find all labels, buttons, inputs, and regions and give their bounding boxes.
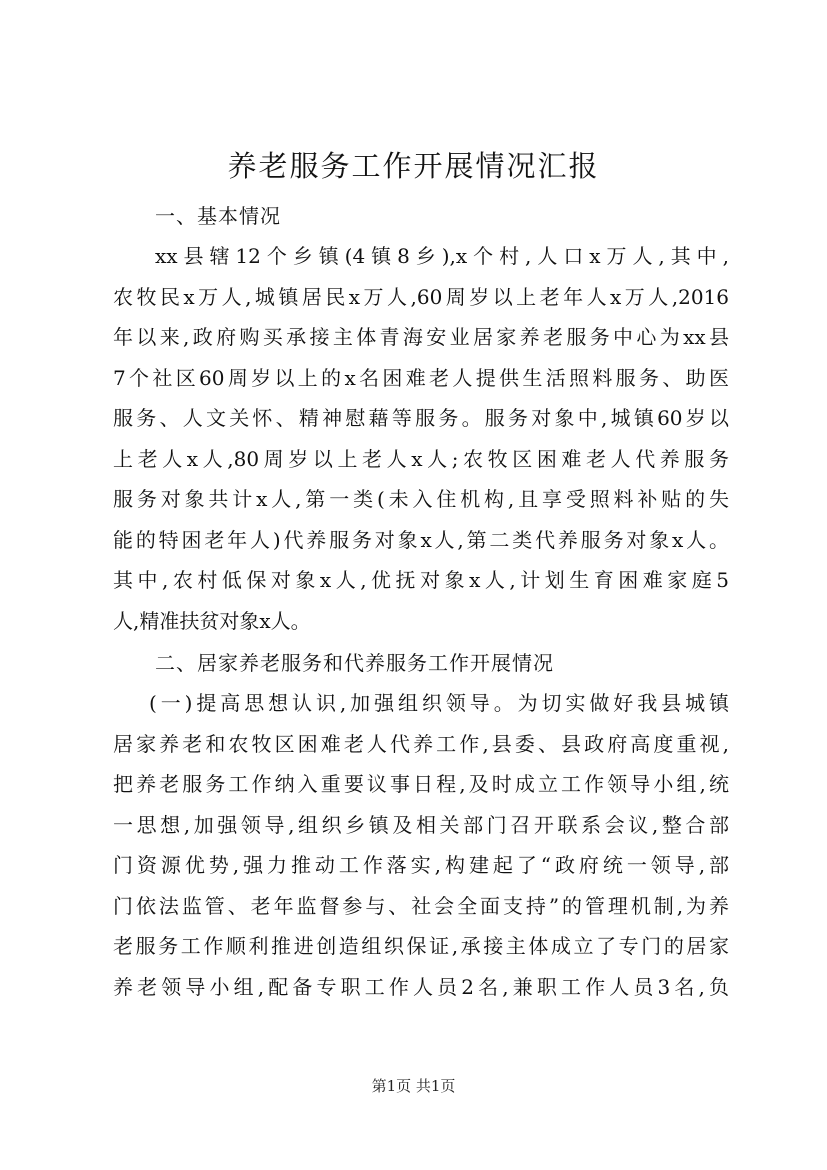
text-line: 农牧民x万人,城镇居民x万人,60周岁以上老年人x万人,2016 — [113, 284, 729, 309]
paragraph-basic-info — [113, 236, 729, 641]
text-line: 上老人x人,80周岁以上老人x人;农牧区困难老人代养服务 — [113, 446, 729, 471]
text-line: 其中,农村低保对象x人,优抚对象x人,计划生育困难家庭5 — [113, 568, 729, 592]
text-line: 居家养老和农牧区困难老人代养工作,县委、县政府高度重视, — [113, 731, 729, 756]
text-line: 门依法监管、老年监督参与、社会全面支持”的管理机制,为养 — [113, 893, 729, 918]
text-line: 门资源优势,强力推动工作落实,构建起了“政府统一领导,部 — [113, 853, 729, 877]
text-line: 把养老服务工作纳入重要议事日程,及时成立工作领导小组,统 — [113, 772, 729, 796]
section-heading-basic-info: 一、基本情况 — [155, 204, 281, 228]
text-line: 服务、人文关怀、精神慰藉等服务。服务对象中,城镇60岁以 — [113, 406, 729, 430]
text-line: 人,精准扶贫对象x人。 — [113, 608, 311, 633]
page-number-footer: 第1页 共1页 — [371, 1077, 456, 1095]
text-line: 养老领导小组,配备专职工作人员2名,兼职工作人员3名,负 — [113, 974, 729, 999]
text-line: 一思想,加强领导,组织乡镇及相关部门召开联系会议,整合部 — [113, 812, 729, 837]
text-line: 年以来,政府购买承接主体青海安业居家养老服务中心为xx县 — [113, 325, 729, 349]
text-line: 老服务工作顺利推进创造组织保证,承接主体成立了专门的居家 — [113, 934, 729, 958]
document-title: 养老服务工作开展情况汇报 — [227, 149, 600, 183]
text-line: (一)提高思想认识,加强组织领导。为切实做好我县城镇 — [149, 691, 729, 715]
document-body — [113, 196, 729, 1007]
text-line: 服务对象共计x人,第一类(未入住机构,且享受照料补贴的失 — [113, 487, 729, 511]
text-line: 7个社区60周岁以上的x名困难老人提供生活照料服务、助医 — [113, 365, 729, 390]
section-heading-service-progress: 二、居家养老服务和代养服务工作开展情况 — [155, 651, 554, 675]
text-line: xx县辖12个乡镇(4镇8乡),x个村,人口x万人,其中, — [155, 244, 729, 268]
text-line: 能的特困老年人)代养服务对象x人,第二类代养服务对象x人。 — [113, 527, 729, 552]
paragraph-service-progress — [113, 683, 729, 1007]
